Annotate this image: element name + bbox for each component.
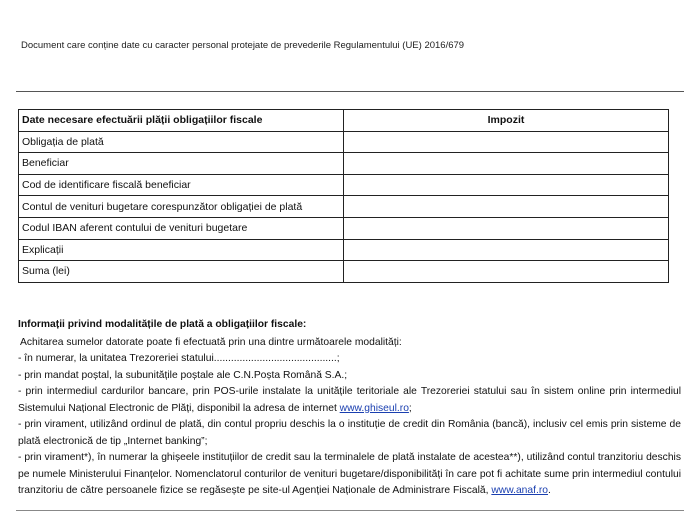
row-label-iban: Codul IBAN aferent contului de venituri bugetare	[19, 217, 344, 239]
fiscal-obligations-table	[18, 109, 669, 283]
row-value-amount[interactable]	[344, 261, 669, 283]
table-row	[19, 153, 669, 175]
table-row	[19, 131, 669, 153]
table-row	[19, 174, 669, 196]
payment-method-counter	[18, 450, 681, 500]
payment-intro: Achitarea sumelor datorate poate fi efectuată prin una dintre următoarele modalități:	[20, 336, 402, 348]
data-protection-notice: Document care conține date cu caracter personal protejate de prevederile Regulamentului (UE) 2016/679	[21, 40, 465, 51]
row-value-budget-account[interactable]	[344, 196, 669, 218]
payment-info-heading: Informații privind modalitățile de plată a obligațiilor fiscale:	[18, 319, 307, 330]
row-value-fiscal-code[interactable]	[344, 174, 669, 196]
row-value-explanations[interactable]	[344, 239, 669, 261]
top-divider	[16, 91, 684, 92]
header-payment-data: Date necesare efectuării plății obligațiilor fiscale	[19, 110, 344, 132]
payment-info-section	[18, 317, 681, 500]
ghiseul-link[interactable]: www.ghiseul.ro	[339, 402, 409, 414]
anaf-link[interactable]: www.anaf.ro	[491, 485, 549, 496]
card-suffix: ;	[408, 402, 412, 414]
row-label-amount: Suma (lei)	[19, 261, 344, 283]
row-label-fiscal-code: Cod de identificare fiscală beneficiar	[19, 174, 344, 196]
counter-text: - prin virament*), în numerar la ghișeele instituțiilor de credit sau la terminalele de plată instalate de acestea**), utilizând contul tranzitoriu deschis pe numele Ministerului Finanțelor. Nomenclatorul conturilor de venituri bugetare/disponibilități în care pot fi achitate sume prin intermediul contului tranzitoriu de către persoanele fizice se regăsește pe site-ul Agenției Naționale de Administrare Fiscală,	[18, 452, 681, 496]
row-value-beneficiary[interactable]	[344, 153, 669, 175]
table-row	[19, 196, 669, 218]
row-label-explanations: Explicații	[19, 239, 344, 261]
payment-method-transfer: - prin virament, utilizând ordinul de plată, din contul propriu deschis la o instituție de credit din România (bancă), inclusiv cel emis prin sisteme de plată electronică de tip „Internet banking”;	[18, 419, 681, 447]
card-text: - prin intermediul cardurilor bancare, prin POS-urile instalate la unitățile teritoriale ale Trezoreriei statului sau în sistem online prin intermediul Sistemului Național Electronic de Plăți, disponibil la adresa de internet	[18, 386, 681, 414]
row-label-beneficiary: Beneficiar	[19, 153, 344, 175]
bottom-divider	[16, 510, 684, 511]
row-value-iban[interactable]	[344, 217, 669, 239]
table-row	[19, 239, 669, 261]
table-row	[19, 217, 669, 239]
payment-method-postal: - prin mandat poștal, la subunitățile poștale ale C.N.Poșta Română S.A.;	[18, 369, 348, 381]
table-header-row	[19, 110, 669, 132]
row-value-obligation[interactable]	[344, 131, 669, 153]
header-tax: Impozit	[344, 110, 669, 132]
payment-method-cash: - în numerar, la unitatea Trezoreriei statului...........................................;	[18, 353, 340, 364]
table-row	[19, 261, 669, 283]
row-label-obligation: Obligația de plată	[19, 131, 344, 153]
payment-method-card	[18, 384, 681, 417]
row-label-budget-account: Contul de venituri bugetare corespunzător obligației de plată	[19, 196, 344, 218]
counter-suffix: .	[548, 485, 551, 496]
